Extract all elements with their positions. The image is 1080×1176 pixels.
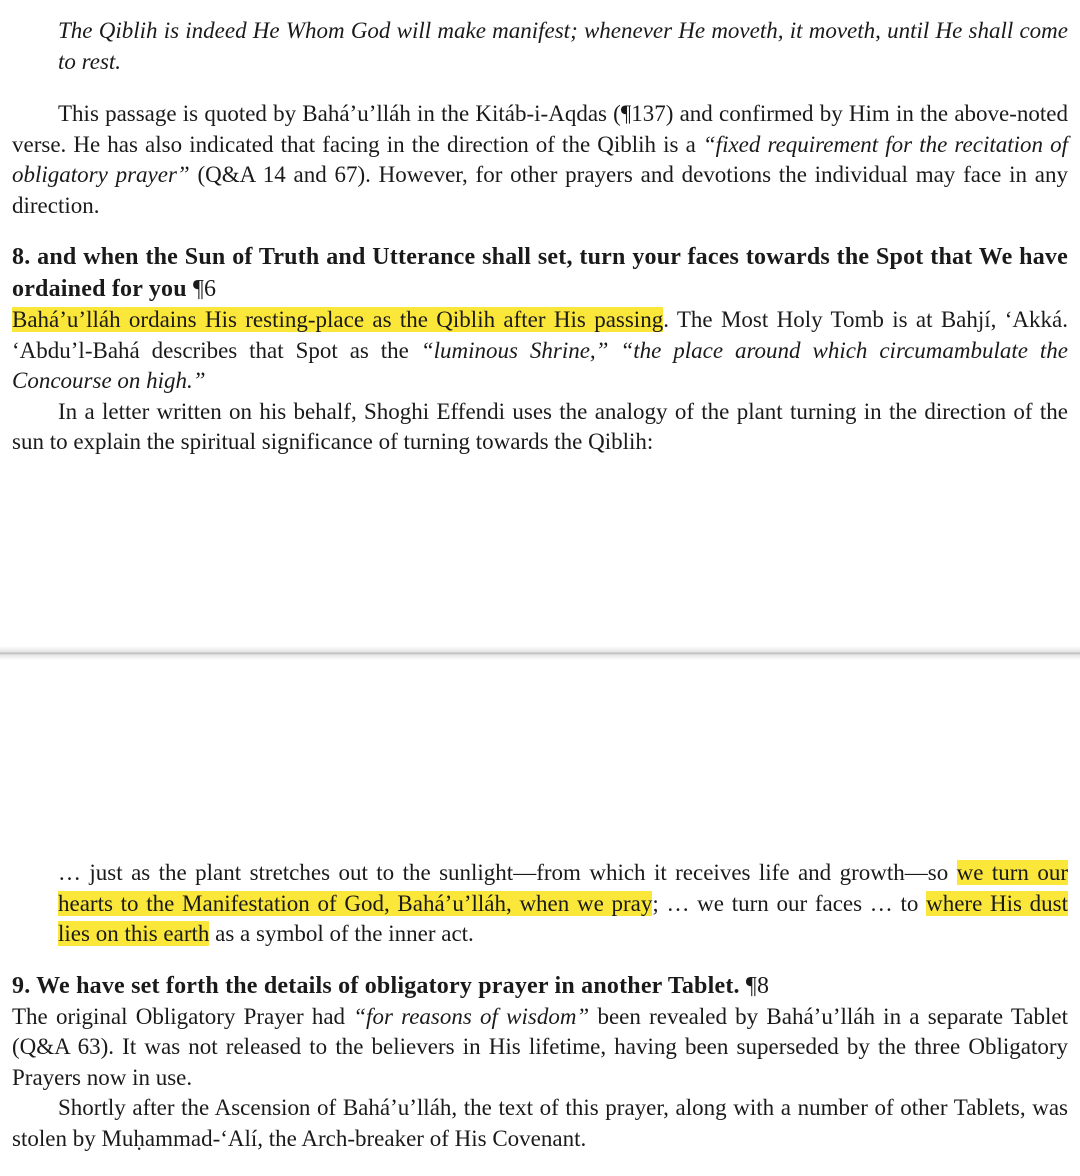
- heading-text: 8. and when the Sun of Truth and Utterance shall set, turn your faces towards the Spot that We have ordained for you: [12, 244, 1068, 302]
- heading-verse-8: [12, 241, 1068, 305]
- qiblih-quote: The Qiblih is indeed He Whom God will make manifest; whenever He moveth, it moveth, until He shall come to rest.: [58, 18, 1068, 74]
- highlighted-text: we turn our hearts to the Manifestation of God, Bahá’u’lláh, when we pray: [58, 860, 1068, 916]
- paragraph-original-prayer: [12, 1002, 1068, 1094]
- paragraph-resting-place: [12, 305, 1068, 397]
- text-run: [608, 338, 620, 363]
- paragraph-ref: ¶6: [192, 276, 217, 302]
- page-top: [0, 16, 1080, 646]
- text-run: … just as the plant stretches out to the sunlight—from which it receives life and growth—so: [58, 860, 957, 885]
- highlighted-text: Bahá’u’lláh ordains His resting-place as the Qiblih after His passing: [12, 307, 664, 332]
- text-run: been revealed by Bahá’u’lláh in a separate Tablet (Q&A 63). It was not released to the believers in His lifetime, having been superseded by the three Obligatory Prayers now in use.: [12, 1003, 1068, 1090]
- plant-quote: [12, 858, 1068, 950]
- text-run: . The Most Holy Tomb is at Bahjí, ‘Akká. ‘Abdu’l-Bahá describes that Spot as the: [12, 307, 1068, 363]
- italic-citation: “luminous Shrine,”: [420, 337, 609, 363]
- text-run: The original Obligatory Prayer had: [12, 1003, 354, 1029]
- paragraph-stolen-text: Shortly after the Ascension of Bahá’u’lláh, the text of this prayer, along with a number of other Tablets, was stolen by Muḥammad-‘Alí, the Arch-breaker of His Covenant.: [12, 1095, 1068, 1151]
- text-run: This passage is quoted by Bahá’u’lláh in the Kitáb-i-Aqdas (¶137) and confirmed by Him in the above-noted verse. He has also indicated that facing in the direction of the Qiblih is a: [12, 101, 1068, 157]
- italic-citation: “the place around which circumambulate the Concourse on high.”: [12, 337, 1068, 393]
- text-run: ; … we turn our faces … to: [652, 890, 927, 916]
- highlighted-text: where His dust lies on this earth: [58, 890, 1068, 946]
- heading-verse-9: [12, 970, 1068, 1002]
- heading-text: 9. We have set forth the details of obligatory prayer in another Tablet.: [12, 972, 746, 999]
- text-run: (Q&A 14 and 67). However, for other prayers and devotions the individual may face in any direction.: [12, 162, 1068, 218]
- text-run: as a symbol of the inner act.: [209, 921, 474, 946]
- italic-citation: “fixed requirement for the recitation of obligatory prayer”: [12, 131, 1068, 187]
- page-divider: [0, 646, 1080, 660]
- paragraph-shoghi-effendi: In a letter written on his behalf, Shoghi Effendi uses the analogy of the plant turning in the direction of the sun to explain the spiritual significance of turning towards the Qiblih:: [12, 398, 1068, 454]
- page-bottom: [0, 858, 1080, 1176]
- paragraph-ref: ¶8: [745, 972, 770, 999]
- italic-citation: “for reasons of wisdom”: [353, 1003, 590, 1029]
- paragraph-qiblih-explanation: [12, 99, 1068, 221]
